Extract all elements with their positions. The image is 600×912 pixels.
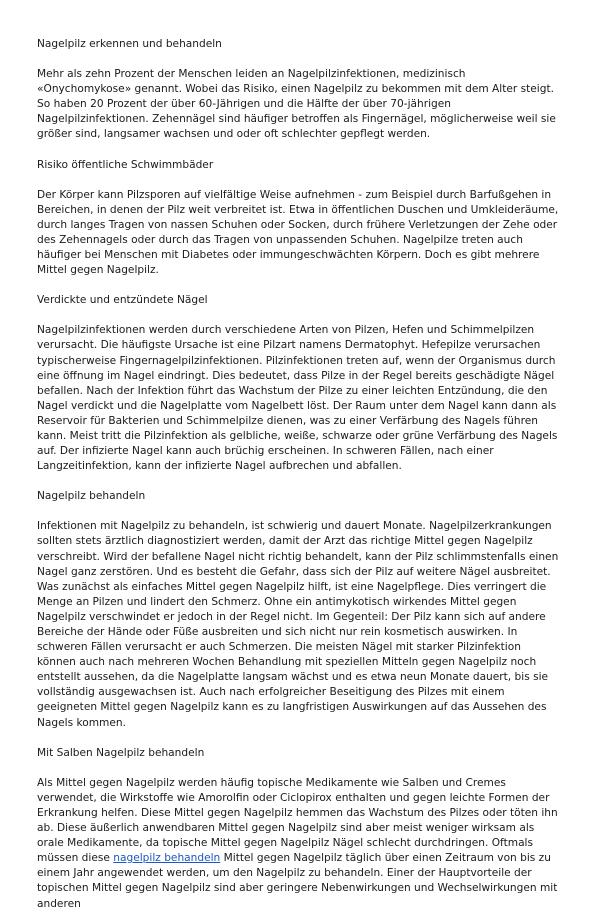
intro-paragraph: Mehr als zehn Prozent der Menschen leiden an Nagelpilzinfektionen, medizinisch «Onychomykose» genannt. Wobei das Risiko, einen Nagelpilz zu bekommen mit dem Alter steigt. So haben 20 Prozent der über 60-Jährigen und die Hälfte der über 70-jährigen Nagelpilzinfektionen. Zehennägel sind häufiger betroffen als Fingernägel, möglicherweise weil sie größer sind, langsamer wachsen und oder oft schlechter gepflegt werden. bbox=[37, 68, 556, 141]
document-title: Nagelpilz erkennen und behandeln bbox=[37, 38, 222, 50]
section-paragraph-verdickte-naegel: Nagelpilzinfektionen werden durch verschiedene Arten von Pilzen, Hefen und Schimmelpilzen verursacht. Die häufigste Ursache ist eine Pilzart namens Dermatophyt. Hefepilze verursachen typischerweise Fingernagelpilzinfektionen. Pilzinfektionen treten auf, wenn der Organismus durch eine öffnung im Nagel eindringt. Dies bedeutet, dass Pilze in der Regel bereits geschädigte Nägel befallen. Nach der Infektion führt das Wachstum der Pilze zu einer leichten Entzündung, die den Nagel verdickt und die Nagelplatte vom Nagelbett löst. Der Raum unter dem Nagel kann dann als Reservoir für Bakterien und Schimmelpilze dienen, was zu einer Verfärbung des Nagels führen kann. Meist tritt die Pilzinfektion als gelbliche, weiße, schwarze oder grüne Verfärbung des Nagels auf. Der infizierte Nagel kann auch brüchig erscheinen. In schweren Fällen, nach einer Langzeitinfektion, kann der infizierte Nagel aufbrechen und abfallen. bbox=[37, 324, 558, 473]
salben-text-after: Mittel gegen Nagelpilz täglich über einen Zeitraum von bis zu einem Jahr angewendet werden, um den Nagelpilz zu behandeln. Einer der Hauptvorteile der topischen Mittel gegen Nagelpilz sind aber geringere Nebenwirkungen und Wechselwirkungen mit anderen bbox=[37, 852, 558, 910]
section-heading-schwimmbaeder: Risiko öffentliche Schwimmbäder bbox=[37, 158, 214, 171]
section-paragraph-schwimmbaeder: Der Körper kann Pilzsporen auf vielfältige Weise aufnehmen - zum Beispiel durch Barfußgehen in Bereichen, in denen der Pilz weit verbreitet ist. Etwa in öffentlichen Duschen und Umkleideräume, durch langes Tragen von nassen Schuhen oder Socken, durch frühere Verletzungen der Zehe oder des Zehennagels oder durch das Tragen von unpassenden Schuhen. Nagelpilze treten auch häufiger bei Menschen mit Diabetes oder immungeschwächten Körpern. Doch es gibt mehrere Mittel gegen Nagelpilz. bbox=[37, 188, 559, 277]
section-heading-verdickte-naegel: Verdickte und entzündete Nägel bbox=[37, 294, 208, 307]
section-heading-salben: Mit Salben Nagelpilz behandeln bbox=[37, 746, 205, 759]
section-paragraph-salben bbox=[37, 776, 563, 912]
section-heading-behandeln: Nagelpilz behandeln bbox=[37, 490, 146, 503]
section-paragraph-behandeln: Infektionen mit Nagelpilz zu behandeln, ist schwierig und dauert Monate. Nagelpilzerkrankungen sollten stets ärztlich diagnostiziert werden, damit der Arzt das richtige Mittel gegen Nagelpilz verschreibt. Wird der befallene Nagel nicht richtig behandelt, kann der Pilz schlimmstenfalls einen Nagel ganz zerstören. Und es besteht die Gefahr, dass sich der Pilz auf weitere Nägel ausbreitet. Was zunächst als einfaches Mittel gegen Nagelpilz hilft, ist eine Nagelpflege. Dies verringert die Menge an Pilzen und lindert den Schmerz. Ohne ein antimykotisch wirkendes Mittel gegen Nagelpilz verschwindet er jedoch in der Regel nicht. Im Gegenteil: Der Pilz kann sich auf andere Bereiche der Hände oder Füße ausbreiten und sich nicht nur rein kosmetisch auswirken. In schweren Fällen verursacht er auch Schmerzen. Die meisten Nägel mit starker Pilzinfektion können auch nach mehreren Wochen Behandlung mit speziellen Mitteln gegen Nagelpilz noch entstellt aussehen, da die Nagelplatte langsam wächst und es etwa neun Monate dauert, bis sie vollständig ausgewachsen ist. Auch nach erfolgreicher Beseitigung des Pilzes mit einem geeigneten Mittel gegen Nagelpilz kann es zu langfristigen Auswirkungen auf das Aussehen des Nagels kommen. bbox=[37, 520, 559, 729]
salben-text-before: Als Mittel gegen Nagelpilz werden häufig topische Medikamente wie Salben und Cremes verwendet, die Wirkstoffe wie Amorolfin oder Ciclopirox enthalten und gegen leichte Formen der Erkrankung helfen. Diese Mittel gegen Nagelpilz hemmen das Wachstum des Pilzes oder töten ihn ab. Diese äußerlich anwendbaren Mittel gegen Nagelpilz sind aber meist weniger wirksam als orale Medikamente, da topische Mittel gegen Nagelpilz Nägel schlecht durchdringen. Oftmals müssen diese bbox=[37, 776, 558, 865]
nagelpilz-behandeln-link[interactable]: nagelpilz behandeln bbox=[113, 852, 221, 865]
